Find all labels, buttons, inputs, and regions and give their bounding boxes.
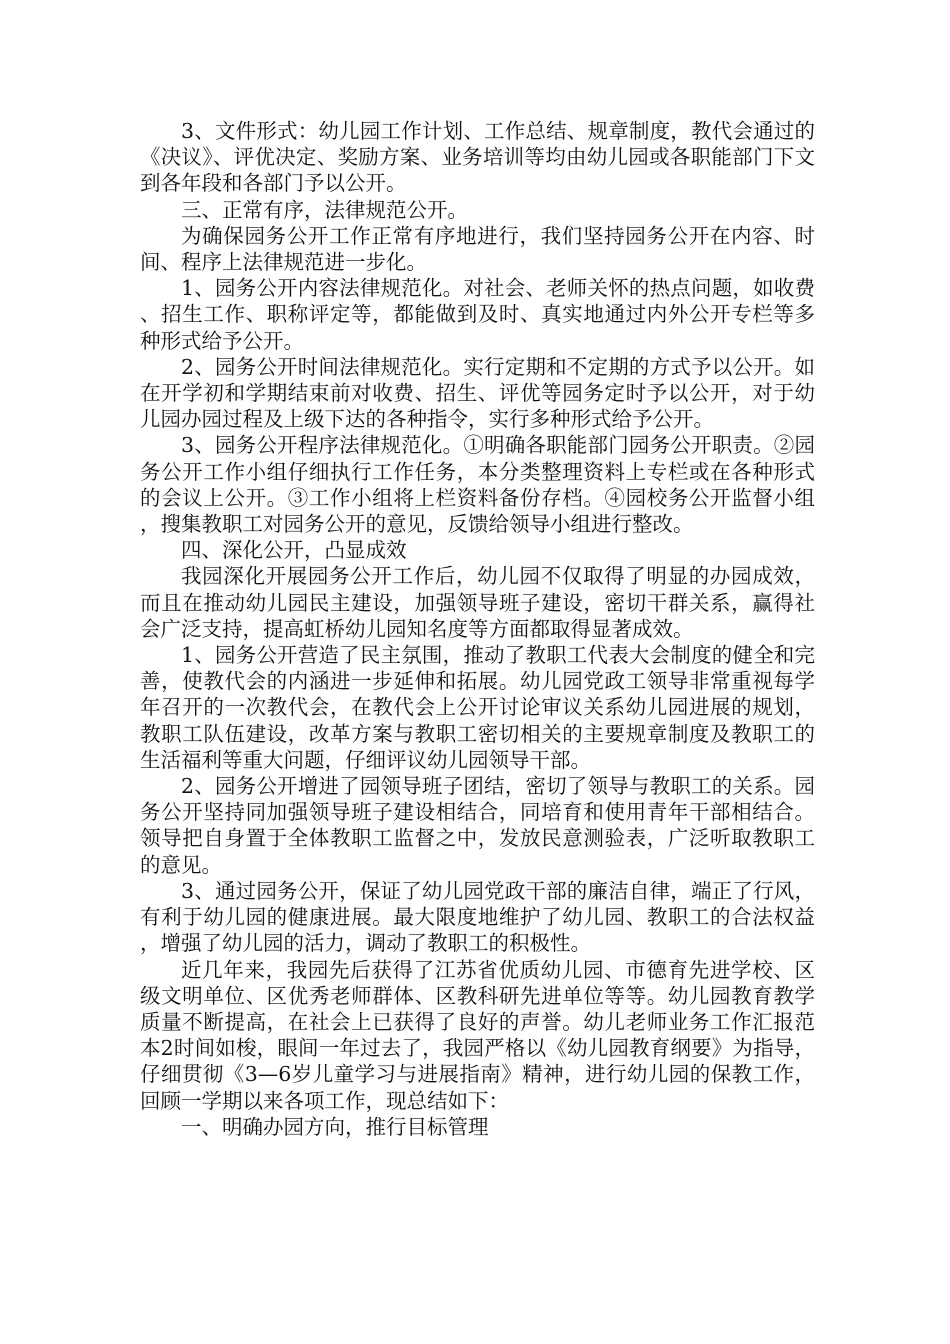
paragraph-achievements: 近几年来，我园先后获得了江苏省优质幼儿园、市德育先进学校、区级文明单位、区优秀老师群体、区教科研先进单位等等。幼儿园教育教学质量不断提高，在社会上已获得了良好的声誉。幼儿老师业务工作汇报范本2时间如梭，眼间一年过去了，我园严格以《幼儿园教育纲要》为指导，仔细贯彻《3—6岁儿童学习与进展指南》精神，进行幼儿园的保教工作，回顾一学期以来各项工作，现总结如下： — [140, 957, 815, 1113]
paragraph-file-format: 3、文件形式：幼儿园工作计划、工作总结、规章制度，教代会通过的《决议》、评优决定、奖励方案、业务培训等均由幼儿园或各职能部门下文到各年段和各部门予以公开。 — [140, 119, 815, 196]
paragraph-procedure-standard: 3、园务公开程序法律规范化。①明确各职能部门园务公开职责。②园务公开工作小组仔细执行工作任务，本分类整理资料上专栏或在各种形式的会议上公开。③工作小组将上栏资料备份存档。④园校务公开监督小组，搜集教职工对园务公开的意见，反馈给领导小组进行整改。 — [140, 433, 815, 537]
section-heading-4: 四、深化公开，凸显成效 — [181, 538, 407, 563]
section-heading-1: 一、明确办园方向，推行目标管理 — [181, 1114, 489, 1139]
paragraph-integrity: 3、通过园务公开，保证了幼儿园党政干部的廉洁自律，端正了行风，有利于幼儿园的健康进展。最大限度地维护了幼儿园、教职工的合法权益，增强了幼儿园的活力，调动了教职工的积极性。 — [140, 878, 815, 956]
paragraph-intro-3: 为确保园务公开工作正常有序地进行，我们坚持园务公开在内容、时间、程序上法律规范进一步化。 — [140, 223, 815, 275]
section-heading-3: 三、正常有序，法律规范公开。 — [181, 197, 468, 222]
paragraph-democracy: 1、园务公开营造了民主氛围，推动了教职工代表大会制度的健全和完善，使教代会的内涵进一步延伸和拓展。幼儿园党政工领导非常重视每学年召开的一次教代会，在教代会上公开讨论审议关系幼儿园进展的规划，教职工队伍建设，改革方案与教职工密切相关的主要规章制度及教职工的生活福利等重大问题，仔细评议幼儿园领导干部。 — [140, 643, 815, 772]
paragraph-leadership-unity: 2、园务公开增进了园领导班子团结，密切了领导与教职工的关系。园务公开坚持同加强领导班子建设相结合，同培育和使用青年干部相结合。领导把自身置于全体教职工监督之中，发放民意测验表，广泛听取教职工的意见。 — [140, 774, 815, 877]
paragraph-intro-4: 我园深化开展园务公开工作后，幼儿园不仅取得了明显的办园成效，而且在推动幼儿园民主建设，加强领导班子建设，密切干群关系，赢得社会广泛支持，提高虹桥幼儿园知名度等方面都取得显著成效。 — [140, 564, 815, 641]
document-body — [140, 118, 815, 1140]
paragraph-content-standard: 1、园务公开内容法律规范化。对社会、老师关怀的热点问题，如收费、招生工作、职称评定等，都能做到及时、真实地通过内外公开专栏等多种形式给予公开。 — [140, 276, 815, 353]
paragraph-time-standard: 2、园务公开时间法律规范化。实行定期和不定期的方式予以公开。如在开学初和学期结束前对收费、招生、评优等园务定时予以公开，对于幼儿园办园过程及上级下达的各种指令，实行多种形式给予公开。 — [140, 354, 815, 432]
